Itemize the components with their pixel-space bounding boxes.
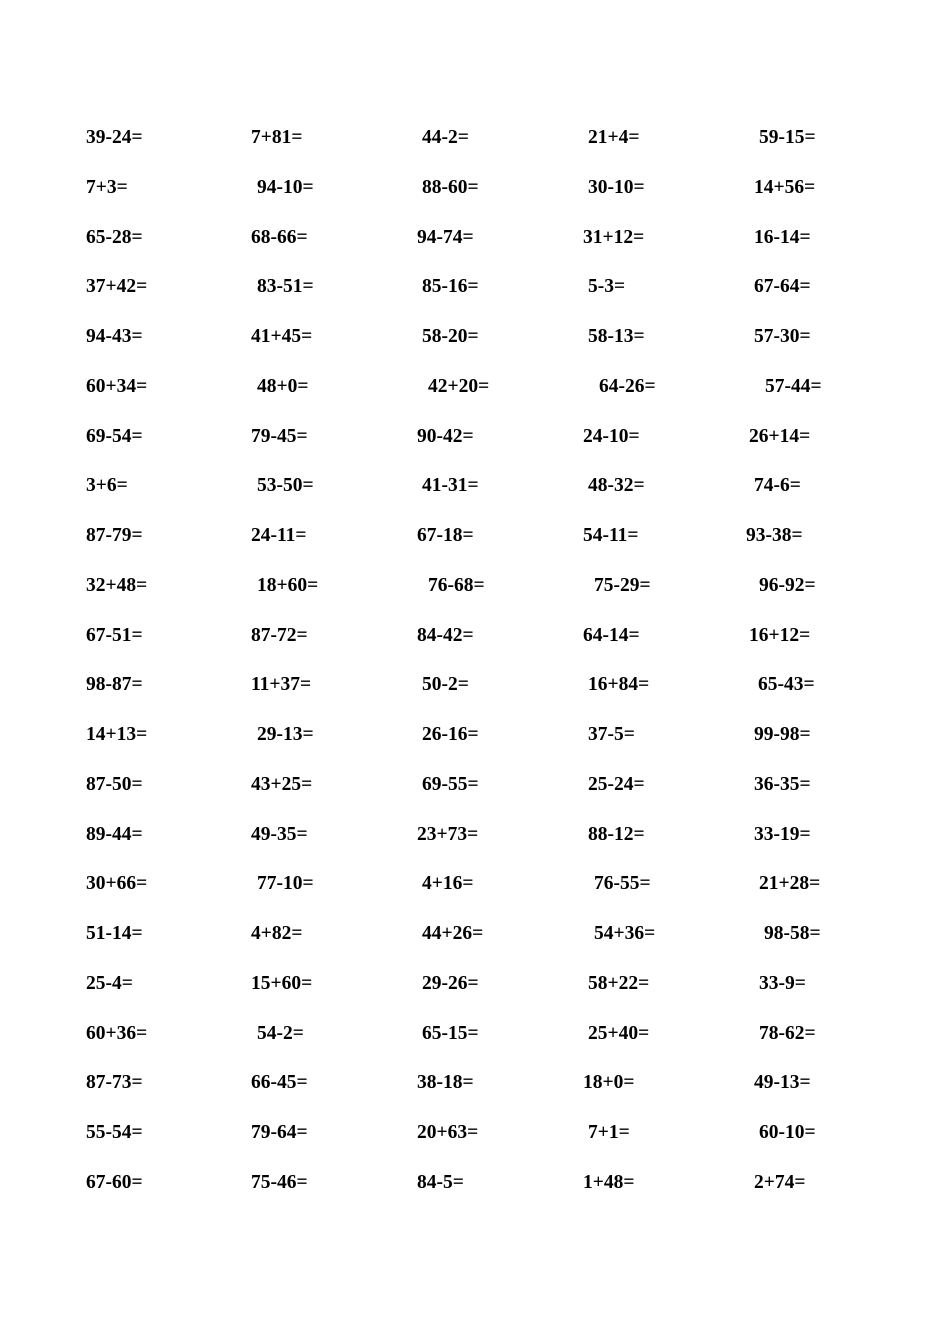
math-problem: 60+36= (86, 1022, 148, 1044)
math-problem: 93-38= (746, 525, 803, 546)
math-problem: 18+0= (583, 1072, 635, 1094)
math-problem: 64-14= (583, 624, 640, 646)
math-problem: 54-2= (257, 1022, 304, 1044)
math-problem: 50-2= (422, 674, 469, 696)
math-problem: 49-13= (754, 1072, 811, 1094)
math-problem: 79-45= (251, 425, 308, 447)
math-problem: 38-18= (417, 1072, 474, 1094)
math-problem: 1+48= (583, 1171, 635, 1193)
math-problem: 68-66= (251, 226, 308, 248)
math-problem: 96-92= (759, 574, 816, 596)
math-problem: 37-5= (588, 724, 635, 745)
math-problem: 25-4= (86, 972, 133, 994)
math-problem: 83-51= (257, 276, 314, 298)
math-problem: 60-10= (759, 1122, 816, 1143)
math-problem: 84-5= (417, 1171, 464, 1193)
math-problem: 48-32= (588, 475, 645, 497)
math-problem: 76-68= (428, 574, 485, 596)
math-problem: 43+25= (251, 773, 313, 795)
math-problem: 58-13= (588, 326, 645, 347)
math-problem: 15+60= (251, 972, 313, 994)
math-problem: 36-35= (754, 773, 811, 795)
math-problem: 24-10= (583, 425, 640, 447)
math-problem: 32+48= (86, 574, 148, 596)
math-problem: 98-58= (764, 923, 821, 944)
math-problem: 30+66= (86, 873, 148, 895)
math-problem: 65-28= (86, 226, 143, 248)
math-problem: 67-64= (754, 276, 811, 298)
math-problem: 54-11= (583, 525, 639, 546)
math-problem: 30-10= (588, 176, 645, 198)
math-problem: 69-55= (422, 773, 479, 795)
math-problem: 55-54= (86, 1122, 143, 1143)
math-problem: 42+20= (428, 375, 490, 397)
math-problem: 5-3= (588, 276, 626, 298)
math-problem: 20+63= (417, 1122, 479, 1143)
math-problem: 54+36= (594, 923, 656, 944)
math-problem: 16+12= (749, 624, 811, 646)
math-problem: 77-10= (257, 873, 314, 895)
math-problem: 85-16= (422, 276, 479, 298)
math-problem: 29-13= (257, 724, 314, 745)
math-problem: 66-45= (251, 1072, 308, 1094)
math-problem: 7+81= (251, 127, 303, 148)
math-problem: 99-98= (754, 724, 811, 745)
math-problem: 41-31= (422, 475, 479, 497)
math-problem: 33-9= (759, 972, 806, 994)
math-problem: 60+34= (86, 375, 148, 397)
math-problem: 21+4= (588, 127, 640, 148)
math-problem: 89-44= (86, 823, 143, 845)
math-problem: 44+26= (422, 923, 484, 944)
math-problem: 48+0= (257, 375, 309, 397)
math-problem: 31+12= (583, 226, 645, 248)
math-problem: 90-42= (417, 425, 474, 447)
math-problem: 78-62= (759, 1022, 816, 1044)
math-problem: 18+60= (257, 574, 319, 596)
math-problem: 14+13= (86, 724, 148, 745)
math-problem: 44-2= (422, 127, 469, 148)
math-problem: 23+73= (417, 823, 479, 845)
math-problem: 33-19= (754, 823, 811, 845)
math-problem: 64-26= (599, 375, 656, 397)
math-problem: 58-20= (422, 326, 479, 347)
math-problem: 37+42= (86, 276, 148, 298)
math-problem: 74-6= (754, 475, 801, 497)
math-problem: 57-44= (765, 375, 822, 397)
math-problem: 41+45= (251, 326, 313, 347)
math-problem: 26-16= (422, 724, 479, 745)
math-problem: 3+6= (86, 475, 128, 497)
math-problem: 4+82= (251, 923, 303, 944)
math-problem: 98-87= (86, 674, 143, 696)
math-problem: 94-10= (257, 176, 314, 198)
math-problem: 79-64= (251, 1122, 308, 1143)
math-problem: 16+84= (588, 674, 650, 696)
math-problem: 25+40= (588, 1022, 650, 1044)
math-problem: 88-12= (588, 823, 645, 845)
math-problem: 88-60= (422, 176, 479, 198)
math-problem: 94-43= (86, 326, 143, 347)
math-problem: 84-42= (417, 624, 474, 646)
math-problem: 87-72= (251, 624, 308, 646)
math-problem: 87-50= (86, 773, 143, 795)
math-problem: 65-43= (758, 674, 815, 696)
math-problem: 4+16= (422, 873, 474, 895)
math-problem: 14+56= (754, 176, 816, 198)
math-problem: 39-24= (86, 127, 143, 148)
math-problem: 87-79= (86, 525, 143, 546)
math-problem: 24-11= (251, 525, 307, 546)
math-problem: 76-55= (594, 873, 651, 895)
math-problem: 67-18= (417, 525, 474, 546)
math-problem: 87-73= (86, 1072, 143, 1094)
math-problem: 49-35= (251, 823, 308, 845)
math-problem: 7+3= (86, 176, 128, 198)
math-problem: 59-15= (759, 127, 816, 148)
math-problem: 75-29= (594, 574, 651, 596)
math-problem: 67-51= (86, 624, 143, 646)
math-problem: 58+22= (588, 972, 650, 994)
math-problem: 57-30= (754, 326, 811, 347)
math-problem: 21+28= (759, 873, 821, 895)
math-problem: 75-46= (251, 1171, 308, 1193)
math-problem: 7+1= (588, 1122, 630, 1143)
math-problem: 26+14= (749, 425, 811, 447)
math-problem: 51-14= (86, 923, 143, 944)
math-problem: 11+37= (251, 674, 312, 696)
math-problem: 94-74= (417, 226, 474, 248)
math-problem: 53-50= (257, 475, 314, 497)
math-problem: 67-60= (86, 1171, 143, 1193)
math-problem: 29-26= (422, 972, 479, 994)
math-problem: 16-14= (754, 226, 811, 248)
math-problem: 65-15= (422, 1022, 479, 1044)
math-problem: 2+74= (754, 1171, 806, 1193)
math-problem: 25-24= (588, 773, 645, 795)
math-problem: 69-54= (86, 425, 143, 447)
